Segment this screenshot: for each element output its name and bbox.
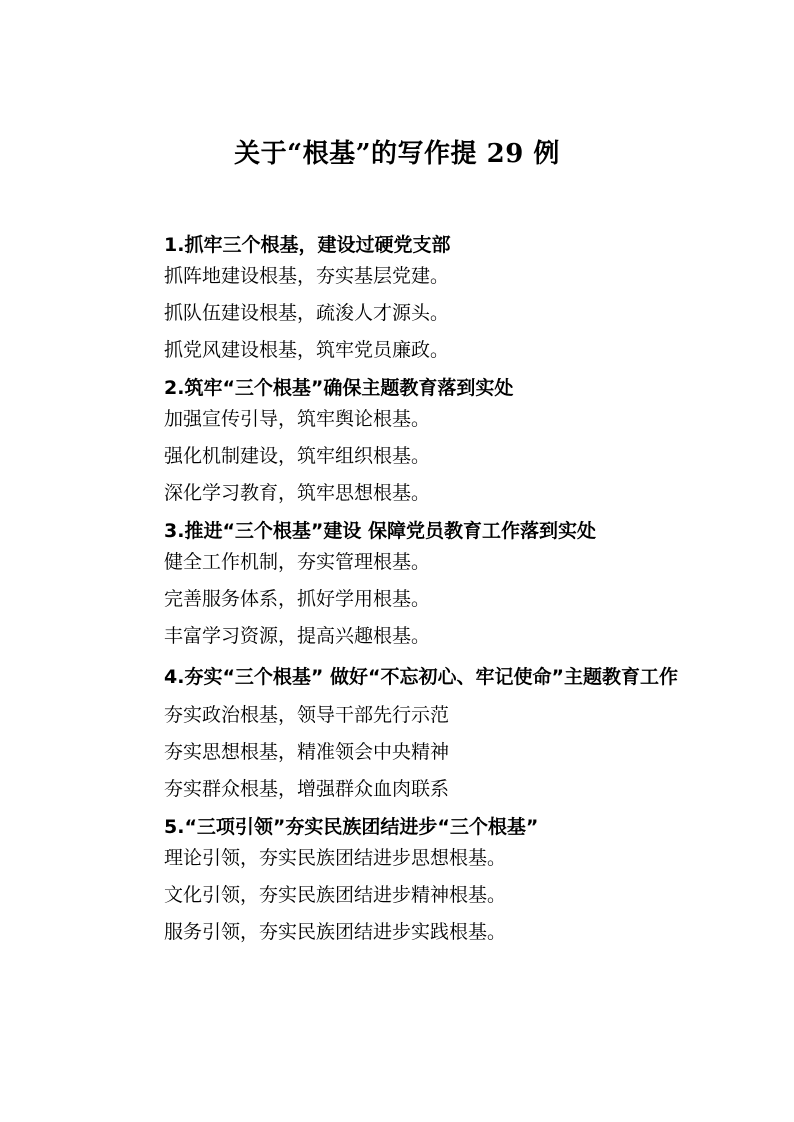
list-item: 丰富学习资源，提高兴趣根基。 [164,625,431,647]
list-item: 加强宣传引导，筑牢舆论根基。 [164,408,431,430]
list-item: 完善服务体系，抓好学用根基。 [164,588,431,610]
section-heading: 4.夯实“三个根基” 做好“不忘初心、牢记使命”主题教育工作 [164,666,679,688]
section-heading: 2.筑牢“三个根基”确保主题教育落到实处 [164,377,514,399]
document-body [120,226,700,951]
list-item: 夯实政治根基，领导干部先行示范 [164,704,450,726]
list-item: 抓党风建设根基，筑牢党员廉政。 [164,339,450,361]
list-item: 抓队伍建设根基，疏浚人才源头。 [164,302,450,324]
list-item: 理论引领，夯实民族团结进步思想根基。 [164,847,507,869]
list-item: 服务引领，夯实民族团结进步实践根基。 [164,921,507,943]
list-item: 强化机制建设，筑牢组织根基。 [164,445,431,467]
list-item: 文化引领，夯实民族团结进步精神根基。 [164,884,507,906]
section-heading: 3.推进“三个根基”建设 保障党员教育工作落到实处 [164,520,597,542]
list-item: 深化学习教育，筑牢思想根基。 [164,482,431,504]
list-item: 夯实思想根基，精准领会中央精神 [164,741,450,763]
list-item: 抓阵地建设根基，夯实基层党建。 [164,265,450,287]
page-title: 关于“根基”的写作提 29 例 [234,139,560,169]
list-item: 健全工作机制，夯实管理根基。 [164,551,431,573]
section-heading: 1.抓牢三个根基，建设过硬党支部 [164,234,451,256]
list-item: 夯实群众根基，增强群众血肉联系 [164,778,450,800]
section-heading: 5.“三项引领”夯实民族团结进步“三个根基” [164,816,539,838]
